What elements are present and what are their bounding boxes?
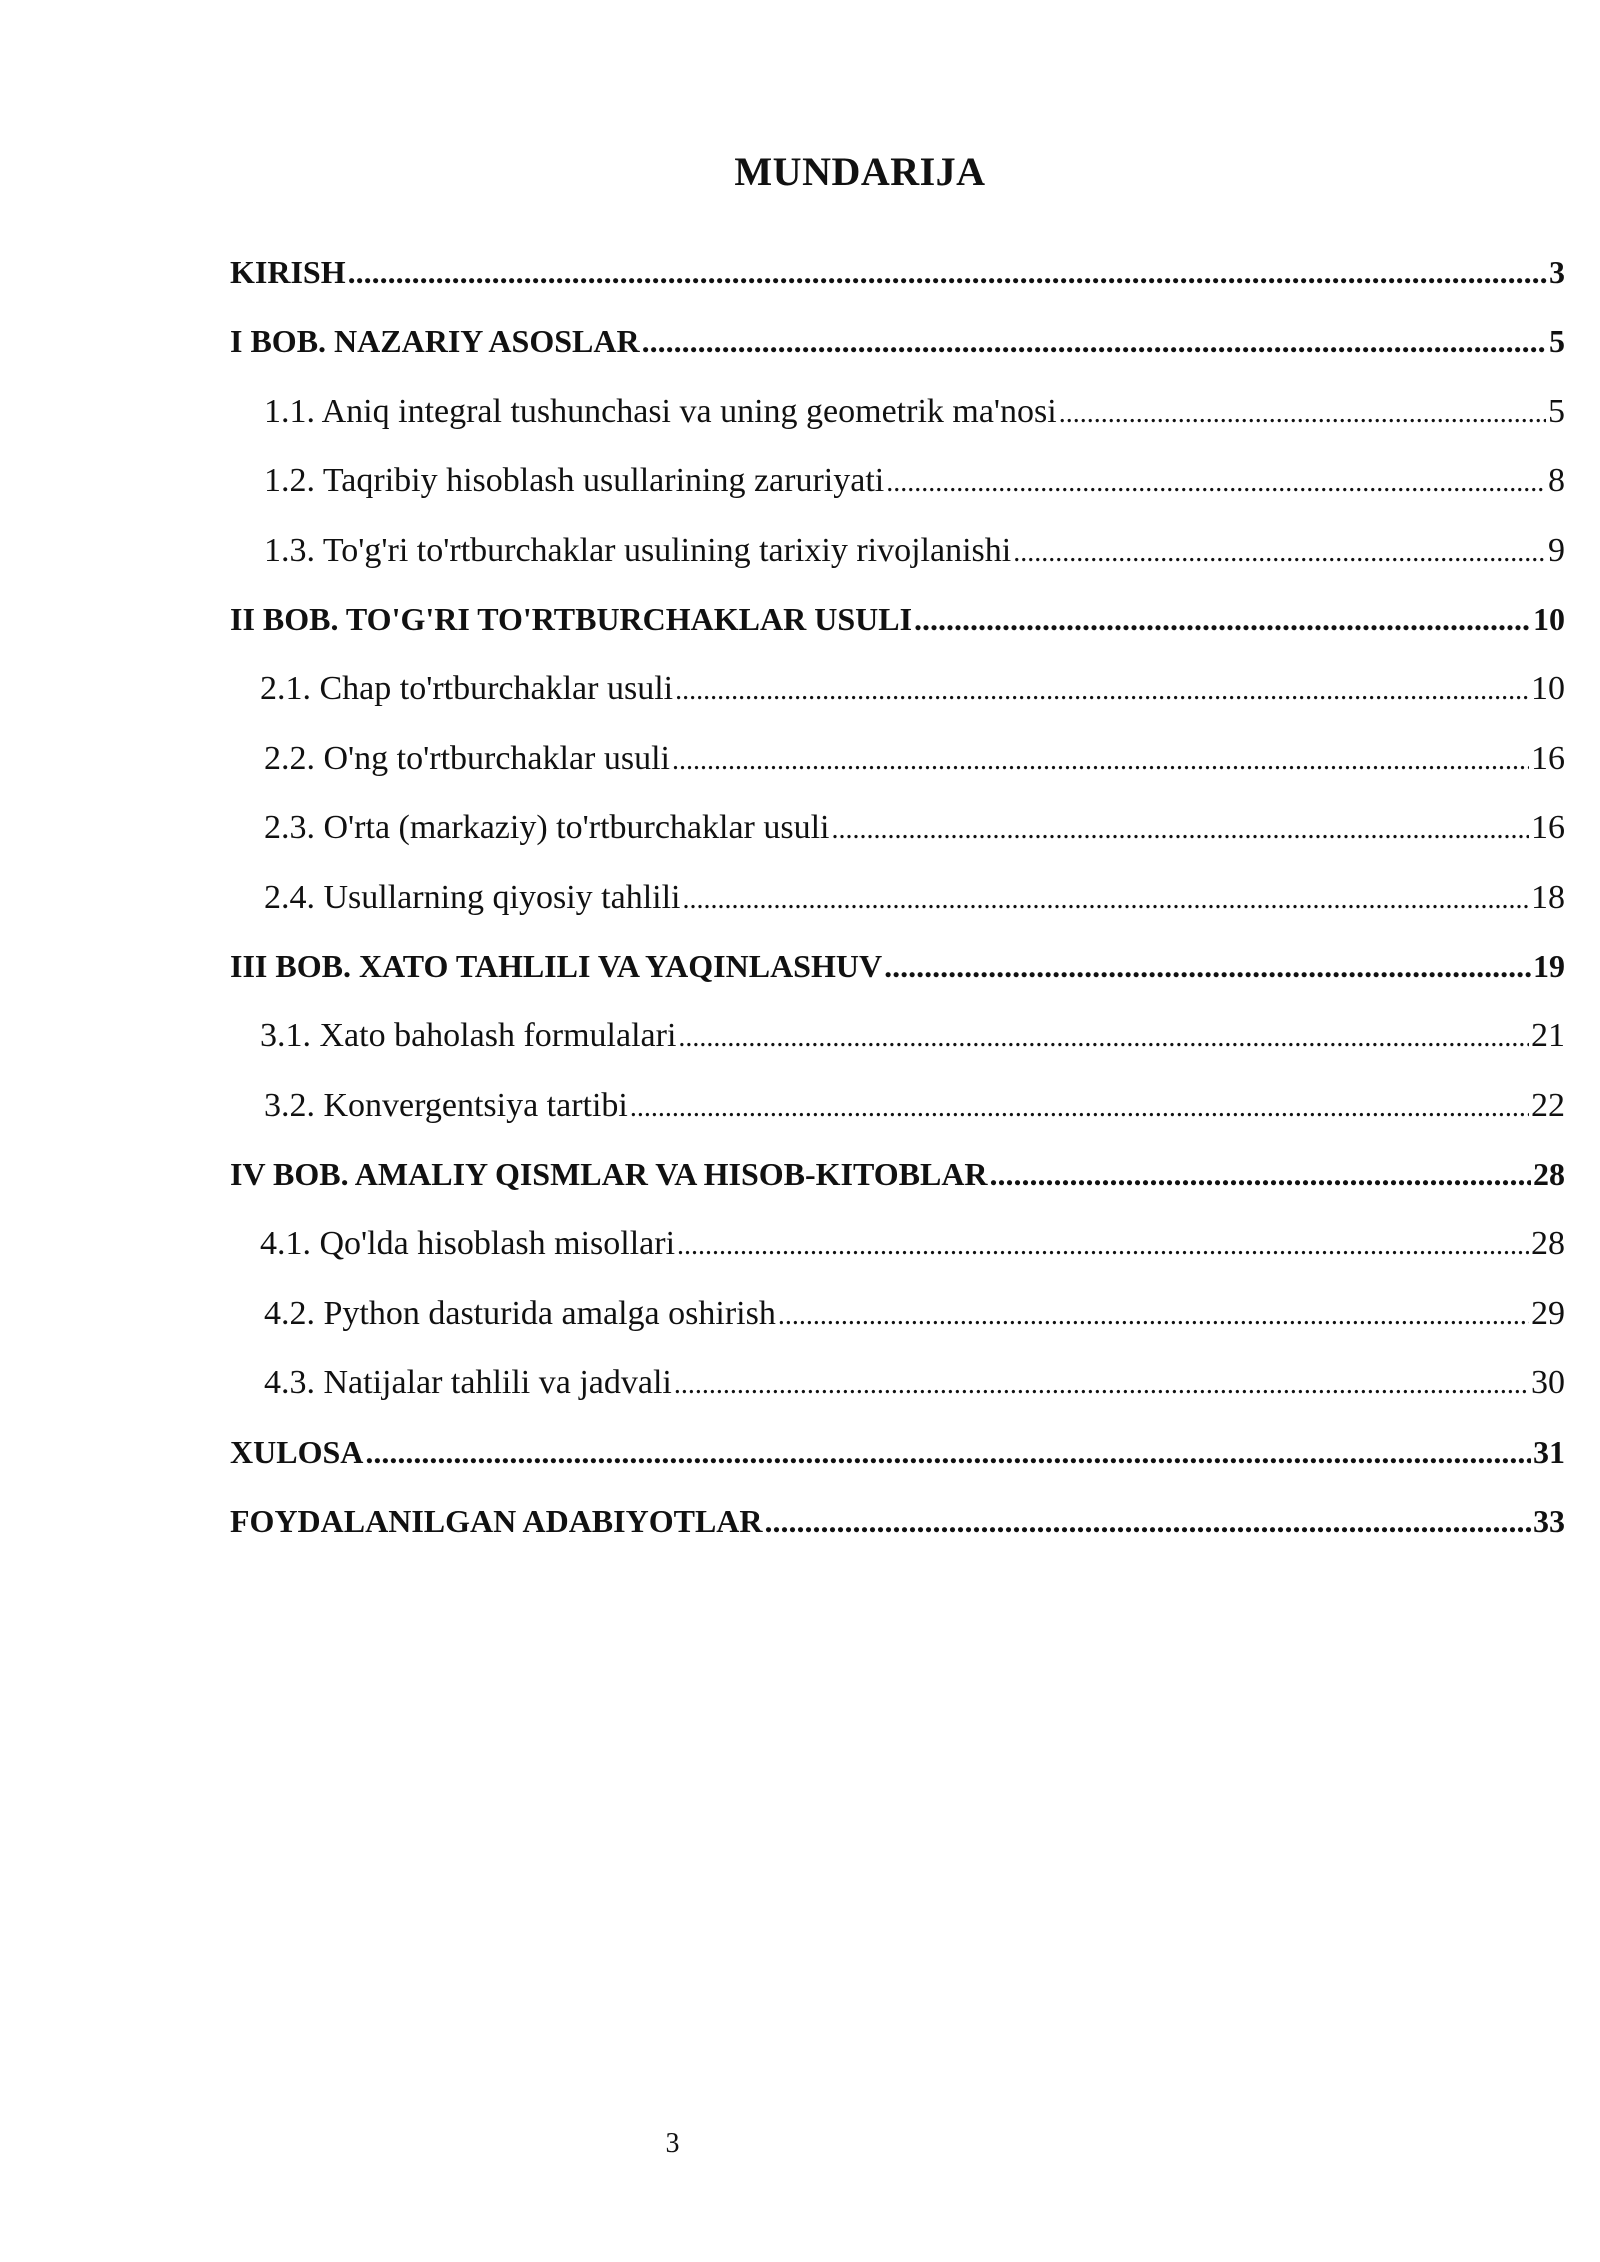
toc-entry-label: 1.1. Aniq integral tushunchasi va uning geometrik ma'nosi [264, 392, 1057, 430]
toc-entry-label: 4.3. Natijalar tahlili va jadvali [264, 1364, 672, 1402]
toc-entry-label: 4.2. Python dasturida amalga oshirish [264, 1294, 776, 1332]
toc-entry-kirish[interactable] [230, 254, 1565, 323]
dot-leader [630, 1092, 1529, 1124]
toc-entry-page: 21 [1531, 1017, 1565, 1055]
toc-entry-page: 28 [1533, 1156, 1565, 1193]
dot-leader [682, 884, 1529, 916]
toc-entry-section-1-3[interactable] [230, 532, 1565, 601]
toc-entry-page: 8 [1548, 462, 1565, 500]
dot-leader [884, 948, 1531, 985]
dot-leader [778, 1300, 1529, 1332]
toc-entry-chapter-1[interactable] [230, 323, 1565, 392]
toc-entry-label: 1.2. Taqribiy hisoblash usullarining zaruriyati [264, 462, 885, 500]
toc-entry-label: XULOSA [230, 1433, 364, 1470]
toc-entry-page: 33 [1533, 1503, 1565, 1540]
toc-entry-section-1-2[interactable] [230, 462, 1565, 531]
toc-entry-section-3-1[interactable] [230, 1017, 1565, 1086]
toc-entry-label: FOYDALANILGAN ADABIYOTLAR [230, 1503, 763, 1540]
dot-leader [886, 467, 1546, 499]
toc-entry-page: 16 [1531, 809, 1565, 847]
toc-entry-page: 28 [1531, 1225, 1565, 1263]
toc-entry-label: 2.2. O'ng to'rtburchaklar usuli [264, 739, 671, 777]
dot-leader [914, 601, 1531, 638]
dot-leader [765, 1503, 1532, 1540]
dot-leader [832, 814, 1530, 846]
toc-entry-label: IV BOB. AMALIY QISMLAR VA HISOB-KITOBLAR [230, 1156, 988, 1193]
toc-entry-section-4-3[interactable] [230, 1364, 1565, 1433]
toc-entry-label: II BOB. TO'G'RI TO'RTBURCHAKLAR USULI [230, 600, 913, 637]
toc-entry-section-3-2[interactable] [230, 1087, 1565, 1156]
toc-entry-label: 1.3. To'g'ri to'rtburchaklar usulining tarixiy rivojlanishi [264, 531, 1012, 569]
toc-entry-label: 2.3. O'rta (markaziy) to'rtburchaklar usuli [264, 809, 830, 847]
toc-entry-section-4-1[interactable] [230, 1225, 1565, 1294]
toc-entry-section-2-2[interactable] [230, 740, 1565, 809]
dot-leader [672, 745, 1529, 777]
dot-leader [642, 323, 1547, 360]
toc-entry-label: 2.4. Usullarning qiyosiy tahlili [264, 878, 681, 916]
table-of-contents [230, 254, 1565, 1572]
toc-entry-label: 4.1. Qo'lda hisoblash misollari [260, 1225, 676, 1263]
toc-entry-label: 3.1. Xato baholash formulalari [260, 1017, 677, 1055]
toc-entry-page: 5 [1549, 323, 1565, 360]
page-number: 3 [665, 2128, 680, 2159]
toc-entry-page: 5 [1548, 392, 1565, 430]
toc-entry-section-1-1[interactable] [230, 393, 1565, 462]
toc-entry-adabiyotlar[interactable] [230, 1503, 1565, 1572]
dot-leader [674, 1369, 1529, 1401]
toc-entry-page: 22 [1531, 1086, 1565, 1124]
toc-entry-page: 10 [1531, 670, 1565, 708]
toc-entry-xulosa[interactable] [230, 1434, 1565, 1503]
toc-entry-label: KIRISH [230, 254, 346, 290]
page-title: MUNDARIJA [734, 149, 986, 194]
toc-entry-section-2-1[interactable] [230, 670, 1565, 739]
toc-entry-chapter-4[interactable] [230, 1156, 1565, 1225]
toc-entry-page: 30 [1531, 1364, 1565, 1402]
toc-entry-label: 2.1. Chap to'rtburchaklar usuli [260, 670, 674, 708]
dot-leader [348, 254, 1547, 291]
toc-entry-section-4-2[interactable] [230, 1295, 1565, 1364]
dot-leader [990, 1156, 1531, 1193]
dot-leader [1013, 537, 1546, 569]
toc-entry-section-2-4[interactable] [230, 879, 1565, 948]
toc-entry-page: 16 [1531, 739, 1565, 777]
toc-entry-section-2-3[interactable] [230, 809, 1565, 878]
toc-entry-label: III BOB. XATO TAHLILI VA YAQINLASHUV [230, 947, 883, 984]
toc-entry-page: 31 [1533, 1433, 1565, 1470]
toc-entry-page: 29 [1531, 1294, 1565, 1332]
dot-leader [675, 675, 1529, 707]
toc-entry-label: I BOB. NAZARIY ASOSLAR [230, 323, 640, 360]
toc-entry-page: 9 [1548, 531, 1565, 569]
toc-entry-chapter-3[interactable] [230, 948, 1565, 1017]
toc-entry-page: 19 [1533, 947, 1565, 984]
dot-leader [1059, 398, 1546, 430]
toc-entry-page: 10 [1533, 600, 1565, 637]
toc-entry-chapter-2[interactable] [230, 601, 1565, 670]
dot-leader [365, 1434, 1531, 1471]
toc-entry-page: 18 [1531, 878, 1565, 916]
dot-leader [678, 1022, 1529, 1054]
toc-entry-page: 3 [1549, 254, 1565, 290]
toc-entry-label: 3.2. Konvergentsiya tartibi [264, 1086, 628, 1124]
dot-leader [677, 1230, 1529, 1262]
